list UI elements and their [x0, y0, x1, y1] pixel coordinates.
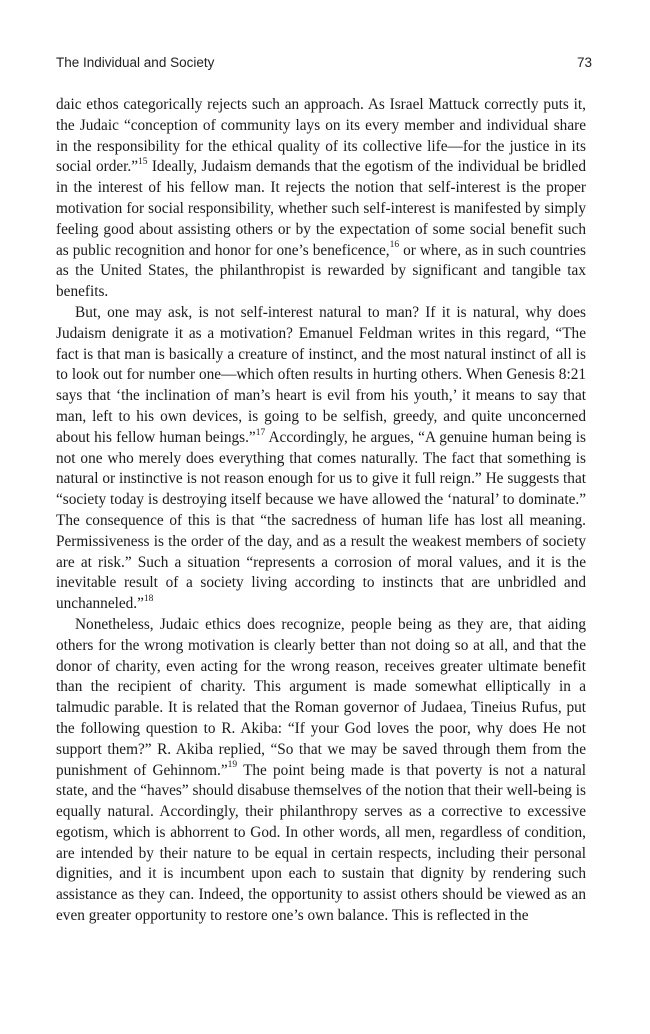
paragraph-text: The point being made is that poverty is not a natural state, and the “haves” should disabuse themselves of the notion that their well-being is equally natural. Accordingly, their philanthropy serves as a corrective to excessive egotism, which is abhorrent to God. In other words, all men, regardless of condition, are intended by their nature to be equal in certain respects, including their personal dignities, and it is incumbent upon each to sustain that dignity by rendering such assistance as they can. Indeed, the opportunity to assist others should be viewed as an even greater opportunity to restore one’s own balance. This is reflected in the	[56, 761, 586, 925]
paragraph-text: Accordingly, he argues, “A genuine human being is not one who merely does everything that comes naturally. The fact that something is natural or instinctive is not reason enough for us to give it full reign.” He suggests that “society today is destroying itself because we have allowed the ‘natural’ to dominate.” The consequence of this is that “the sacredness of human life has lost all meaning. Permissiveness is the order of the day, and as a result the weakest members of society are at risk.” Such a situation “represents a corrosion of moral values, and it is the inevitable result of a society living according to instincts that are unbridled and unchanneled.”	[56, 428, 586, 613]
running-head	[56, 55, 592, 75]
paragraph	[56, 303, 586, 615]
footnote-marker: 18	[143, 594, 154, 605]
paragraph-text: daic ethos categorically rejects such an approach. As Israel Mattuck correctly puts it, the Judaic “conception of community lays on its every member and individual share in the responsibility for the ethical quality of its collective life—for the justice in its social order.”	[56, 96, 586, 176]
footnote-marker: 16	[389, 240, 400, 251]
body-text	[56, 95, 586, 927]
page-number: 73	[576, 55, 592, 70]
paragraph	[56, 615, 586, 927]
paragraph-text: or where, as in such countries as the United States, the philanthropist is rewarded by significant and tangible tax benefits.	[56, 241, 586, 301]
paragraph	[56, 95, 586, 303]
footnote-marker: 19	[227, 760, 238, 771]
paragraph-text: Ideally, Judaism demands that the egotism of the individual be bridled in the interest of his fellow man. It rejects the notion that self-interest is the proper motivation for social responsibility, whether such self-interest is manifested by simply feeling good about assisting others or by the expectation of some social benefit such as public recognition and honor for one’s beneficence,	[56, 158, 586, 259]
paragraph-text: Nonetheless, Judaic ethics does recognize, people being as they are, that aiding others for the wrong motivation is clearly better than not doing so at all, and that the donor of charity, even acting for the wrong reason, receives greater ultimate benefit than the recipient of charity. This argument is made somewhat elliptically in a talmudic parable. It is related that the Roman governor of Judaea, Tineius Rufus, put the following question to R. Akiba: “If your God loves the poor, why does He not support them?” R. Akiba replied, “So that we may be saved through them from the punishment of Gehinnom.”	[56, 615, 586, 779]
footnote-marker: 17	[255, 427, 266, 438]
running-title: The Individual and Society	[56, 55, 215, 70]
footnote-marker: 15	[138, 157, 148, 168]
paragraph-text: But, one may ask, is not self-interest natural to man? If it is natural, why does Judaism denigrate it as a motivation? Emanuel Feldman writes in this regard, “The fact is that man is basically a creature of instinct, and the most natural instinct of all is to look out for number one—which often results in hurting others. When Genesis 8:21 says that ‘the inclination of man’s heart is evil from his youth,’ it means to say that man, left to his own devices, is going to be selfish, greedy, and quite unconcerned about his fellow human beings.”	[56, 303, 586, 446]
